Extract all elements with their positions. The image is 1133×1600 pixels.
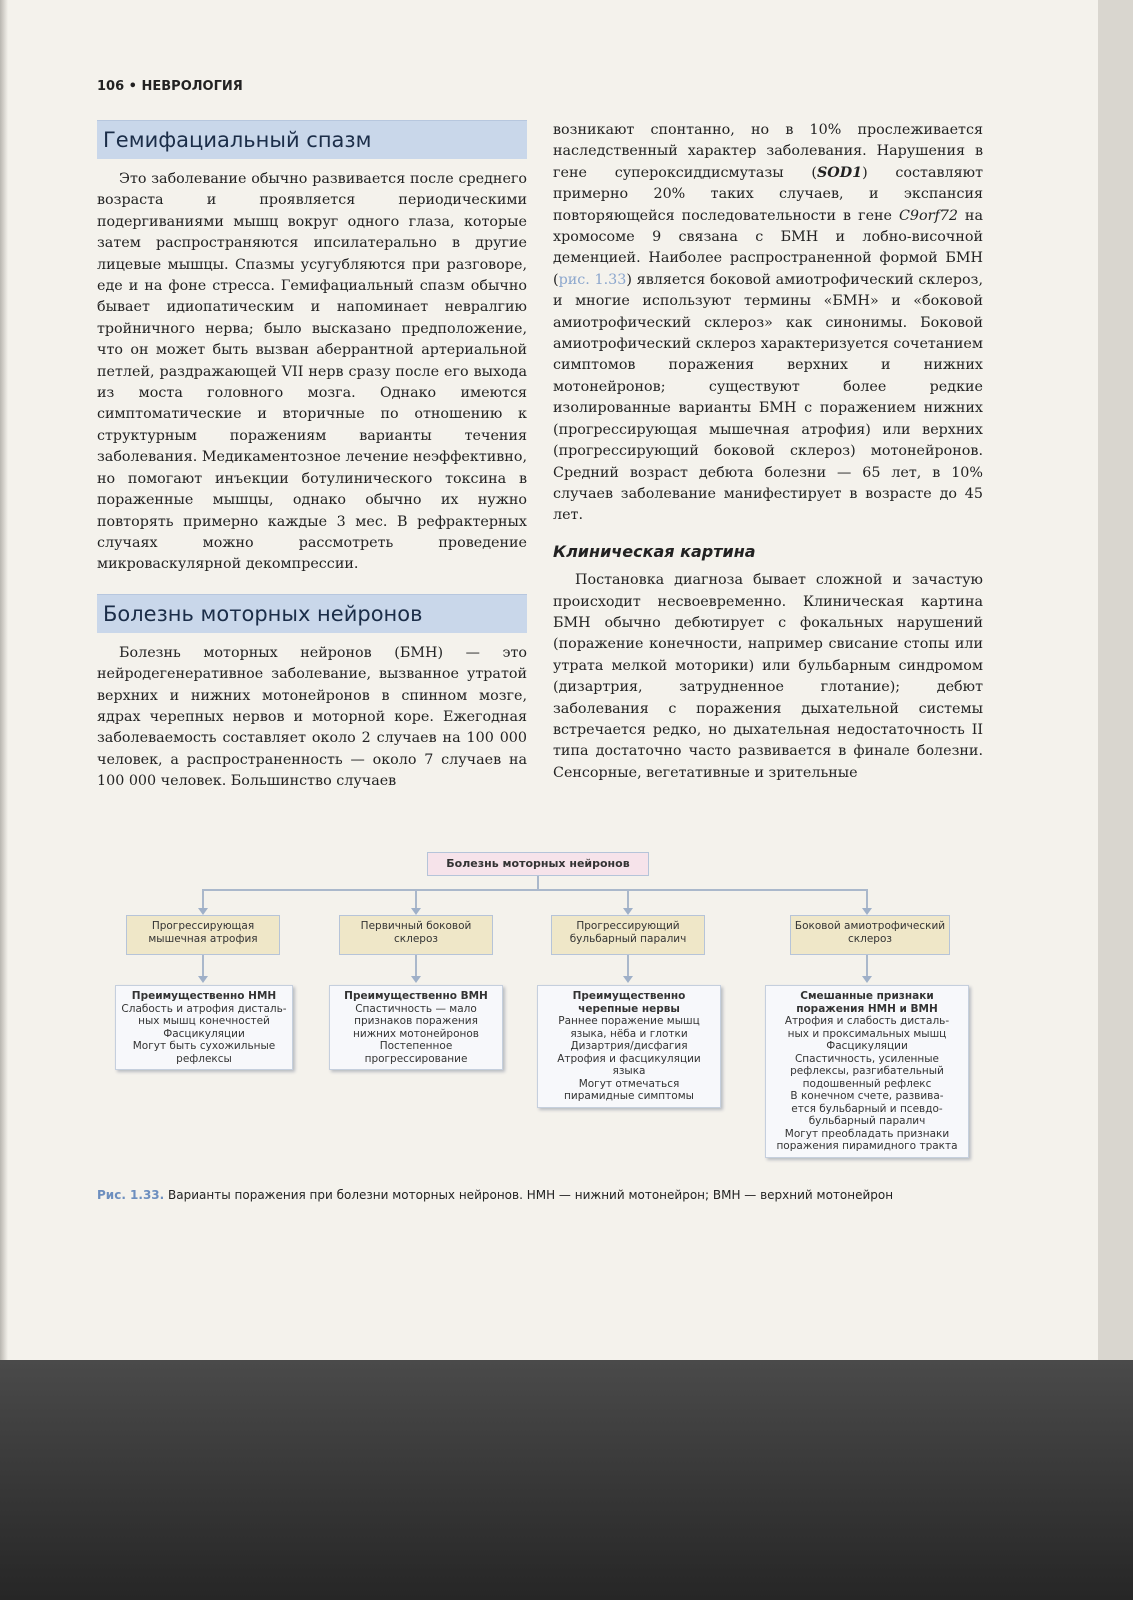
scanner-background [0,1360,1133,1600]
paragraph-clinical-picture: Постановка диагноза бывает сложной и зачастую происходит несвоевременно. Клиническая картина БМН обычно дебютирует с фокальных нарушений (поражение конечности, например свисание стопы или утрата мелкой моторики) или бульбарным синдромом (дизартрия, затрудненное глотание); дебют заболевания с поражения дыхательной системы встречается редко, но дыхательная недостаточность II типа достаточно часто развивается в финале болезни. Сенсорные, вегетативные и зрительные [553,572,983,781]
detail-box-umn: Преимущественно ВМН Спастичность — мало признаков поражения нижних мотонейронов Постепенное прогрессирование [329,985,503,1070]
section-title-motor-neuron-disease: Болезнь моторных нейронов [97,594,527,633]
connector-line [537,876,539,890]
detail-title: Смешанные признаки поражения НМН и ВМН [796,990,938,1015]
paragraph-hemifacial-spasm: Это заболевание обычно развивается после среднего возраста и проявляется периодическими подергиваниями мышц вокруг одного глаза, которые затем распространяются ипсилатерально в другие лицевые мышцы. Спазмы усугубляются при разговоре, еде и на фоне стресса. Гемифациальный спазм обычно бывает идиопатическим и напоминает невралгию тройничного нерва; было высказано предположение, что он может быть вызван аберрантной артериальной петлей, раздражающей VII нерв сразу после его выхода из моста головного мозга. Однако имеются симптоматические и вторичные по отношению к структурным поражениям варианты течения заболевания. Медикаментозное лечение неэффективно, но помогают инъекции ботулинического токсина в пораженные мышцы, однако обычно их нужно повторять примерно каждые 3 мес. В рефрактерных случаях можно рассмотреть проведение микроваскулярной декомпрессии. [97,171,527,573]
variant-box-als: Боковой амиотрофический склероз [790,915,950,955]
variant-box-progressive-bulbar-palsy: Прогрессирующий бульбарный паралич [551,915,705,955]
arrow-down-icon [411,908,421,915]
connector-line [415,955,417,977]
detail-title: Преимущественно НМН [131,990,277,1002]
figure-label: Рис. 1.33. [97,1188,165,1202]
detail-box-lmn: Преимущественно НМН Слабость и атрофия дисталь- ных мышц конечностей Фасцикуляции Могут быть сухожильные рефлексы [115,985,293,1070]
right-column [553,120,983,784]
diagram-root-box: Болезнь моторных нейронов [427,852,649,876]
arrow-down-icon [862,976,872,983]
connector-line [627,889,629,909]
detail-title: Преимущественно ВМН [344,990,488,1002]
gene-sod1: SOD1 [816,164,863,181]
detail-box-mixed: Смешанные признаки поражения НМН и ВМН Атрофия и слабость дисталь- ных и проксимальных мышц Фасцикуляции Спастичность, усиленные рефлексы, разгибательный подошвенный рефлекс В конечном счете, развива- ется бульбарный и псевдо- бульбарный паралич Могут преобладать признаки поражения пирамидного тракта [765,985,969,1158]
figure-caption [97,1188,997,1202]
adjacent-page-edge [1098,0,1133,1360]
page-spine-shadow [0,0,8,1360]
connector-line [866,889,868,909]
connector-line [202,889,204,909]
subsection-title-clinical-picture: Клиническая картина [553,541,756,561]
paragraph-motor-neuron-disease: Болезнь моторных нейронов (БМН) — это нейродегенеративное заболевание, вызванное утратой верхних и нижних мотонейронов в спинном мозге, ядрах черепных нервов и моторной коре. Ежегодная заболеваемость составляет около 2 случаев на 100 000 человек, а распространенность — около 7 случаев на 100 000 человек. Большинство случаев [97,644,527,790]
variant-box-progressive-muscular-atrophy: Прогрессирующая мышечная атрофия [126,915,280,955]
paragraph-mnd-continued: возникают спонтанно, но в 10% прослеживается наследственный характер заболевания. Нарушения в гене супероксиддисмутазы (SOD1) составляют примерно 20% таких случаев, и экспансия повторяющейся последовательности в гене C9orf72 на хромосоме 9 связана с БМН и лобно-височной деменцией. Наиболее распространенной формой БМН (рис. 1.33) является боковой амиотрофический склероз, и многие используют термины «БМН» и «боковой амиотрофический склероз» как синонимы. Боковой амиотрофический склероз характеризуется сочетанием симптомов поражения верхних и нижних мотонейронов; существуют более редкие изолированные варианты БМН с поражением нижних (прогрессирующая мышечная атрофия) или верхних (прогрессирующий боковой склероз) мотонейронов. Средний возраст дебюта болезни — 65 лет, в 10% случаев заболевание манифестирует в возрасте до 45 лет. [553,122,983,524]
arrow-down-icon [411,976,421,983]
detail-box-cranial-nerves: Преимущественно черепные нервы Раннее поражение мышц языка, нёба и глотки Дизартрия/дисфагия Атрофия и фасцикуляции языка Могут отмечаться пирамидные симптомы [537,985,721,1108]
connector-line [202,889,867,891]
arrow-down-icon [623,908,633,915]
connector-line [415,889,417,909]
arrow-down-icon [198,908,208,915]
running-header: 106 • НЕВРОЛОГИЯ [97,79,243,94]
connector-line [866,955,868,977]
section-title-hemifacial-spasm: Гемифациальный спазм [97,120,527,159]
gene-c9orf72: C9orf72 [898,207,958,224]
arrow-down-icon [862,908,872,915]
detail-title: Преимущественно черепные нервы [572,990,686,1015]
figure-caption-text: Варианты поражения при болезни моторных нейронов. НМН — нижний мотонейрон; ВМН — верхний мотонейрон [164,1188,894,1202]
figure-reference-link[interactable]: рис. 1.33 [558,271,627,288]
left-column [97,120,527,793]
mnd-variants-diagram [97,850,992,1170]
connector-line [202,955,204,977]
arrow-down-icon [623,976,633,983]
variant-box-primary-lateral-sclerosis: Первичный боковой склероз [339,915,493,955]
arrow-down-icon [198,976,208,983]
connector-line [627,955,629,977]
